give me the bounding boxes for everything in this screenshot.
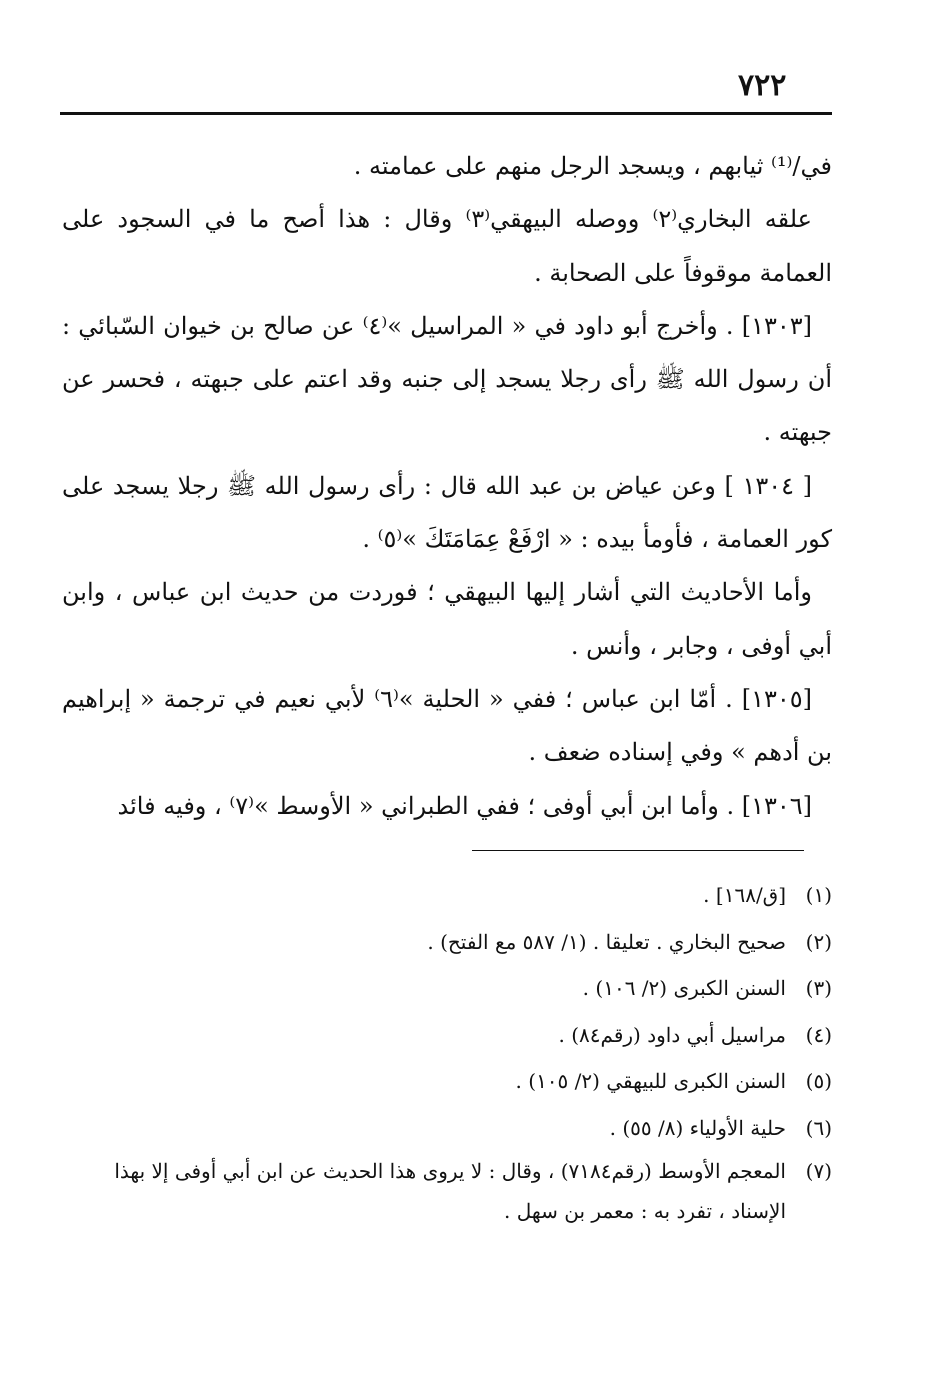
header-rule xyxy=(60,112,832,115)
footnote-text: السنن الكبرى للبيهقي (٢/ ١٠٥) . xyxy=(515,1069,786,1093)
footnote-separator xyxy=(472,850,804,851)
footnote-text: حلية الأولياء (٨/ ٥٥) . xyxy=(609,1115,786,1140)
page-number: ٧٢٢ xyxy=(738,68,787,103)
footnote-number: (٣) xyxy=(805,976,832,1000)
footnote-number: (٥) xyxy=(805,1069,832,1093)
footnote-7 xyxy=(62,1151,832,1231)
footnote-2 xyxy=(62,919,832,966)
footnote-1 xyxy=(62,872,832,919)
footnote-text: المعجم الأوسط (رقم٧١٨٤) ، وقال : لا يروى هذا الحديث عن ابن أبي أوفى إلا بهذا الإسناد ، تفرد به : معمر بن سهل . xyxy=(114,1159,786,1223)
paragraph-1: في/⁽¹⁾ ثيابهم ، ويسجد الرجل منهم على عمامته . xyxy=(353,152,832,180)
paragraph-5: وأما الأحاديث التي أشار إليها البيهقي ؛ فوردت من حديث ابن عباس ، وابن أبي أوفى ، وجابر ، وأنس . xyxy=(62,578,832,660)
paragraph-6: [١٣٠٥] . أمّا ابن عباس ؛ ففي « الحلية »⁽٦⁾ لأبي نعيم في ترجمة « إبراهيم بن أدهم » وفي إسناده ضعف . xyxy=(62,684,832,767)
footnote-text: [ق/١٦٨] . xyxy=(703,883,786,907)
footnote-3 xyxy=(62,965,832,1012)
footnote-5 xyxy=(62,1058,832,1105)
footnote-text: صحيح البخاري . تعليقا . (١/ ٥٨٧ مع الفتح) . xyxy=(427,929,786,954)
footnote-6 xyxy=(62,1105,832,1152)
footnote-number: (٧) xyxy=(805,1159,832,1183)
footnote-number: (٤) xyxy=(805,1022,832,1047)
footnote-text: مراسيل أبي داود (رقم٨٤) . xyxy=(558,1022,786,1047)
main-text xyxy=(62,140,832,833)
paragraph-2: علقه البخاري⁽٢⁾ ووصله البيهقي⁽٣⁾ وقال : هذا أصح ما في السجود على العمامة موقوفاً على الصحابة . xyxy=(62,205,832,287)
paragraph-7: [١٣٠٦] . وأما ابن أبي أوفى ؛ ففي الطبراني « الأوسط »⁽٧⁾ ، وفيه فائد xyxy=(117,791,812,820)
footnote-number: (٢) xyxy=(805,929,832,954)
footnote-number: (٦) xyxy=(805,1115,832,1140)
footnote-4 xyxy=(62,1012,832,1059)
footnote-number: (١) xyxy=(805,883,832,907)
footnotes xyxy=(62,872,832,1231)
footnote-text: السنن الكبرى (٢/ ١٠٦) . xyxy=(582,976,786,1000)
paragraph-4: [ ١٣٠٤ ] وعن عياض بن عبد الله قال : رأى رسول الله ﷺ رجلا يسجد على كور العمامة ، فأومأ بيده : « ارْفَعْ عِمَامَتَكَ »⁽٥⁾ . xyxy=(62,471,832,554)
paragraph-3: [١٣٠٣] . وأخرج أبو داود في « المراسيل »⁽٤⁾ عن صالح بن خيوان السّبائي : أن رسول الله ﷺ رأى رجلا يسجد إلى جنبه وقد اعتم على جبهته ، فحسر عن جبهته . xyxy=(62,311,832,447)
